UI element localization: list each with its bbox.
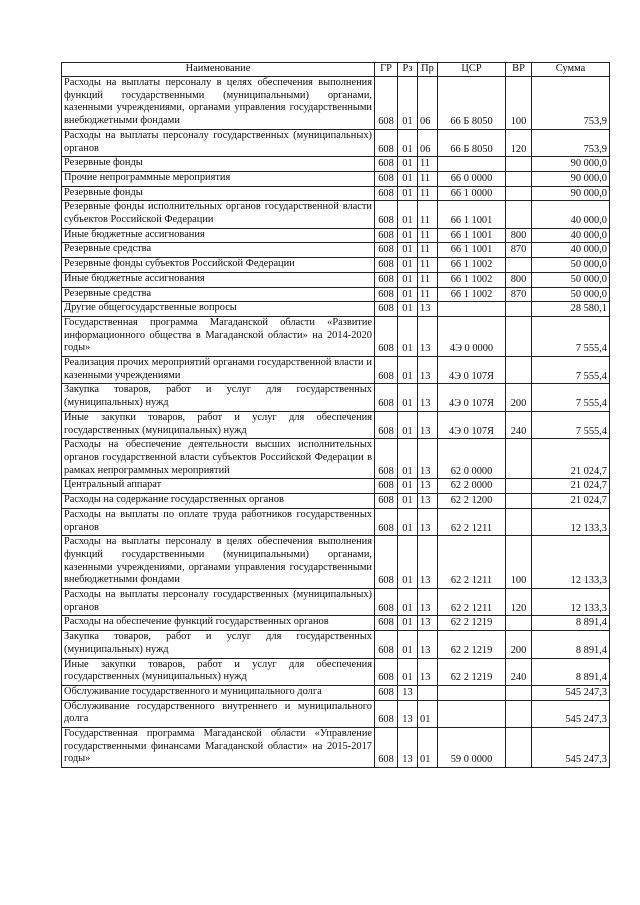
row-vr-cell: 200 — [506, 384, 532, 411]
table-row — [62, 685, 610, 700]
row-gr-cell: 608 — [375, 508, 398, 535]
row-gr-cell: 608 — [375, 439, 398, 479]
row-vr-cell: 240 — [506, 658, 532, 685]
row-csr-cell — [438, 685, 506, 700]
row-pr-cell: 01 — [418, 700, 438, 727]
row-pr-cell: 11 — [418, 171, 438, 186]
row-csr-cell: 66 1 1002 — [438, 272, 506, 287]
row-vr-cell — [506, 479, 532, 494]
table-row — [62, 631, 610, 658]
row-name-cell: Иные бюджетные ассигнования — [62, 228, 375, 243]
row-csr-cell — [438, 700, 506, 727]
row-csr-cell: 66 1 1001 — [438, 243, 506, 258]
row-pr-cell: 13 — [418, 616, 438, 631]
row-csr-cell: 62 2 0000 — [438, 479, 506, 494]
table-row — [62, 536, 610, 589]
row-vr-cell — [506, 700, 532, 727]
row-rz-cell: 01 — [398, 258, 418, 273]
row-vr-cell: 800 — [506, 228, 532, 243]
table-row — [62, 129, 610, 156]
table-row — [62, 494, 610, 509]
row-rz-cell: 01 — [398, 384, 418, 411]
row-gr-cell: 608 — [375, 479, 398, 494]
row-gr-cell: 608 — [375, 589, 398, 616]
row-vr-cell — [506, 616, 532, 631]
row-sum-cell: 21 024,7 — [532, 439, 610, 479]
row-rz-cell: 01 — [398, 508, 418, 535]
row-rz-cell: 01 — [398, 589, 418, 616]
row-sum-cell: 40 000,0 — [532, 201, 610, 228]
row-pr-cell: 11 — [418, 258, 438, 273]
row-sum-cell: 7 555,4 — [532, 384, 610, 411]
row-gr-cell: 608 — [375, 685, 398, 700]
table-row — [62, 171, 610, 186]
row-pr-cell: 13 — [418, 536, 438, 589]
row-csr-cell: 62 2 1219 — [438, 616, 506, 631]
row-csr-cell: 62 2 1211 — [438, 536, 506, 589]
table-row — [62, 658, 610, 685]
row-vr-cell: 870 — [506, 287, 532, 302]
header-csr: ЦСР — [438, 63, 506, 77]
row-vr-cell — [506, 157, 532, 172]
row-name-cell: Резервные фонды исполнительных органов государственной власти субъектов Российской Федерации — [62, 201, 375, 228]
row-pr-cell: 01 — [418, 728, 438, 768]
row-csr-cell — [438, 302, 506, 317]
row-pr-cell: 11 — [418, 228, 438, 243]
row-pr-cell: 13 — [418, 411, 438, 438]
header-rz: Рз — [398, 63, 418, 77]
row-sum-cell: 28 580,1 — [532, 302, 610, 317]
row-name-cell: Государственная программа Магаданской области «Управление государственными финансами Магаданской области» на 2015-2017 годы» — [62, 728, 375, 768]
budget-document — [61, 62, 609, 768]
row-sum-cell: 21 024,7 — [532, 479, 610, 494]
row-vr-cell — [506, 201, 532, 228]
row-vr-cell — [506, 302, 532, 317]
row-csr-cell: 66 0 0000 — [438, 171, 506, 186]
row-sum-cell: 90 000,0 — [532, 186, 610, 201]
row-vr-cell — [506, 258, 532, 273]
row-rz-cell: 01 — [398, 479, 418, 494]
row-sum-cell: 12 133,3 — [532, 508, 610, 535]
row-pr-cell: 06 — [418, 129, 438, 156]
row-rz-cell: 01 — [398, 287, 418, 302]
row-csr-cell: 66 1 1002 — [438, 287, 506, 302]
row-rz-cell: 01 — [398, 228, 418, 243]
row-name-cell: Резервные фонды — [62, 186, 375, 201]
table-row — [62, 272, 610, 287]
row-rz-cell: 01 — [398, 411, 418, 438]
row-name-cell: Резервные фонды субъектов Российской Федерации — [62, 258, 375, 273]
table-row — [62, 228, 610, 243]
table-row — [62, 201, 610, 228]
row-vr-cell: 100 — [506, 536, 532, 589]
row-rz-cell: 01 — [398, 357, 418, 384]
row-csr-cell: 4Э 0 0000 — [438, 316, 506, 356]
row-sum-cell: 545 247,3 — [532, 728, 610, 768]
row-pr-cell: 13 — [418, 508, 438, 535]
row-csr-cell: 66 1 1001 — [438, 228, 506, 243]
row-pr-cell — [418, 685, 438, 700]
row-csr-cell: 66 Б 8050 — [438, 129, 506, 156]
row-name-cell: Расходы на выплаты по оплате труда работников государственных органов — [62, 508, 375, 535]
row-name-cell: Иные закупки товаров, работ и услуг для обеспечения государственных (муниципальных) нужд — [62, 658, 375, 685]
row-csr-cell: 4Э 0 107Я — [438, 357, 506, 384]
row-gr-cell: 608 — [375, 129, 398, 156]
row-name-cell: Расходы на выплаты персоналу государственных (муниципальных) органов — [62, 589, 375, 616]
row-csr-cell: 62 2 1219 — [438, 631, 506, 658]
row-sum-cell: 8 891,4 — [532, 631, 610, 658]
row-rz-cell: 01 — [398, 302, 418, 317]
row-vr-cell — [506, 171, 532, 186]
table-row — [62, 589, 610, 616]
row-gr-cell: 608 — [375, 631, 398, 658]
row-pr-cell: 11 — [418, 157, 438, 172]
row-name-cell: Расходы на выплаты персоналу в целях обеспечения выполнения функций государственными (муниципальными) органами, казенными учреждениями, органами управления государственными внебюджетными фондами — [62, 77, 375, 130]
table-row — [62, 316, 610, 356]
table-body — [62, 77, 610, 768]
row-sum-cell: 21 024,7 — [532, 494, 610, 509]
table-row — [62, 287, 610, 302]
row-gr-cell: 608 — [375, 228, 398, 243]
row-gr-cell: 608 — [375, 494, 398, 509]
row-name-cell: Резервные фонды — [62, 157, 375, 172]
header-name: Наименование — [62, 63, 375, 77]
row-name-cell: Иные бюджетные ассигнования — [62, 272, 375, 287]
row-vr-cell — [506, 186, 532, 201]
row-name-cell: Обслуживание государственного внутреннего и муниципального долга — [62, 700, 375, 727]
row-csr-cell: 62 2 1200 — [438, 494, 506, 509]
row-name-cell: Реализация прочих мероприятий органами государственной власти и казенными учреждениями — [62, 357, 375, 384]
row-csr-cell: 66 1 1001 — [438, 201, 506, 228]
row-csr-cell: 66 1 0000 — [438, 186, 506, 201]
row-vr-cell — [506, 508, 532, 535]
row-name-cell: Иные закупки товаров, работ и услуг для обеспечения государственных (муниципальных) нужд — [62, 411, 375, 438]
row-vr-cell — [506, 439, 532, 479]
row-vr-cell — [506, 685, 532, 700]
row-pr-cell: 11 — [418, 243, 438, 258]
row-vr-cell: 240 — [506, 411, 532, 438]
row-rz-cell: 01 — [398, 171, 418, 186]
row-pr-cell: 11 — [418, 186, 438, 201]
row-name-cell: Обслуживание государственного и муниципального долга — [62, 685, 375, 700]
row-rz-cell: 01 — [398, 243, 418, 258]
row-pr-cell: 13 — [418, 357, 438, 384]
row-sum-cell: 545 247,3 — [532, 685, 610, 700]
row-name-cell: Расходы на выплаты персоналу в целях обеспечения выполнения функций государственными (муниципальными) органами, казенными учреждениями, органами управления государственными внебюджетными фондами — [62, 536, 375, 589]
row-sum-cell: 12 133,3 — [532, 589, 610, 616]
table-row — [62, 411, 610, 438]
row-name-cell: Расходы на обеспечение функций государственных органов — [62, 616, 375, 631]
header-vr: ВР — [506, 63, 532, 77]
table-row — [62, 157, 610, 172]
table-row — [62, 258, 610, 273]
table-row — [62, 700, 610, 727]
row-sum-cell: 545 247,3 — [532, 700, 610, 727]
row-sum-cell: 753,9 — [532, 77, 610, 130]
row-name-cell: Расходы на обеспечение деятельности высших исполнительных органов государственной власти субъектов Российской Федерации в рамках непрограммных мероприятий — [62, 439, 375, 479]
row-gr-cell: 608 — [375, 316, 398, 356]
row-sum-cell: 50 000,0 — [532, 272, 610, 287]
row-csr-cell: 62 2 1219 — [438, 658, 506, 685]
row-csr-cell: 62 2 1211 — [438, 508, 506, 535]
row-pr-cell: 13 — [418, 494, 438, 509]
table-row — [62, 439, 610, 479]
row-sum-cell: 8 891,4 — [532, 658, 610, 685]
row-csr-cell: 59 0 0000 — [438, 728, 506, 768]
row-vr-cell: 200 — [506, 631, 532, 658]
row-vr-cell: 120 — [506, 129, 532, 156]
row-sum-cell: 50 000,0 — [532, 287, 610, 302]
row-gr-cell: 608 — [375, 302, 398, 317]
row-rz-cell: 01 — [398, 631, 418, 658]
table-row — [62, 508, 610, 535]
row-name-cell: Закупка товаров, работ и услуг для государственных (муниципальных) нужд — [62, 384, 375, 411]
row-sum-cell: 7 555,4 — [532, 357, 610, 384]
row-vr-cell — [506, 316, 532, 356]
row-rz-cell: 01 — [398, 439, 418, 479]
row-name-cell: Резервные средства — [62, 287, 375, 302]
row-rz-cell: 01 — [398, 316, 418, 356]
row-sum-cell: 90 000,0 — [532, 171, 610, 186]
row-gr-cell: 608 — [375, 411, 398, 438]
row-rz-cell: 01 — [398, 616, 418, 631]
row-pr-cell: 11 — [418, 287, 438, 302]
row-pr-cell: 13 — [418, 631, 438, 658]
row-csr-cell: 62 2 1211 — [438, 589, 506, 616]
row-gr-cell: 608 — [375, 186, 398, 201]
row-csr-cell: 66 1 1002 — [438, 258, 506, 273]
table-row — [62, 77, 610, 130]
row-sum-cell: 7 555,4 — [532, 316, 610, 356]
row-gr-cell: 608 — [375, 357, 398, 384]
row-vr-cell — [506, 357, 532, 384]
row-rz-cell: 13 — [398, 685, 418, 700]
table-row — [62, 243, 610, 258]
row-pr-cell: 13 — [418, 384, 438, 411]
row-csr-cell: 4Э 0 107Я — [438, 411, 506, 438]
table-row — [62, 616, 610, 631]
row-vr-cell: 100 — [506, 77, 532, 130]
row-sum-cell: 40 000,0 — [532, 228, 610, 243]
row-pr-cell: 11 — [418, 201, 438, 228]
row-rz-cell: 01 — [398, 494, 418, 509]
row-name-cell: Государственная программа Магаданской области «Развитие информационного общества в Магаданской области» на 2014-2020 годы» — [62, 316, 375, 356]
row-sum-cell: 40 000,0 — [532, 243, 610, 258]
row-csr-cell: 4Э 0 107Я — [438, 384, 506, 411]
row-sum-cell: 12 133,3 — [532, 536, 610, 589]
row-rz-cell: 01 — [398, 536, 418, 589]
row-rz-cell: 01 — [398, 201, 418, 228]
row-pr-cell: 13 — [418, 302, 438, 317]
row-gr-cell: 608 — [375, 728, 398, 768]
row-name-cell: Центральный аппарат — [62, 479, 375, 494]
header-gr: ГР — [375, 63, 398, 77]
row-csr-cell — [438, 157, 506, 172]
row-name-cell: Закупка товаров, работ и услуг для государственных (муниципальных) нужд — [62, 631, 375, 658]
table-row — [62, 728, 610, 768]
row-gr-cell: 608 — [375, 272, 398, 287]
row-gr-cell: 608 — [375, 658, 398, 685]
row-vr-cell — [506, 494, 532, 509]
row-sum-cell: 50 000,0 — [532, 258, 610, 273]
row-rz-cell: 01 — [398, 129, 418, 156]
row-pr-cell: 06 — [418, 77, 438, 130]
row-sum-cell: 8 891,4 — [532, 616, 610, 631]
row-name-cell: Прочие непрограммные мероприятия — [62, 171, 375, 186]
row-gr-cell: 608 — [375, 616, 398, 631]
row-vr-cell: 800 — [506, 272, 532, 287]
row-name-cell: Другие общегосударственные вопросы — [62, 302, 375, 317]
row-csr-cell: 62 0 0000 — [438, 439, 506, 479]
row-rz-cell: 13 — [398, 728, 418, 768]
row-name-cell: Резервные средства — [62, 243, 375, 258]
header-row — [62, 63, 610, 77]
row-pr-cell: 13 — [418, 479, 438, 494]
table-row — [62, 384, 610, 411]
row-sum-cell: 90 000,0 — [532, 157, 610, 172]
budget-table — [61, 62, 610, 768]
row-rz-cell: 01 — [398, 186, 418, 201]
row-gr-cell: 608 — [375, 77, 398, 130]
header-pr: Пр — [418, 63, 438, 77]
row-gr-cell: 608 — [375, 287, 398, 302]
row-rz-cell: 01 — [398, 77, 418, 130]
row-gr-cell: 608 — [375, 700, 398, 727]
row-name-cell: Расходы на выплаты персоналу государственных (муниципальных) органов — [62, 129, 375, 156]
row-gr-cell: 608 — [375, 157, 398, 172]
row-gr-cell: 608 — [375, 201, 398, 228]
row-vr-cell — [506, 728, 532, 768]
table-row — [62, 357, 610, 384]
row-vr-cell: 870 — [506, 243, 532, 258]
row-sum-cell: 7 555,4 — [532, 411, 610, 438]
row-vr-cell: 120 — [506, 589, 532, 616]
row-gr-cell: 608 — [375, 171, 398, 186]
row-gr-cell: 608 — [375, 258, 398, 273]
table-row — [62, 302, 610, 317]
row-sum-cell: 753,9 — [532, 129, 610, 156]
row-rz-cell: 13 — [398, 700, 418, 727]
row-rz-cell: 01 — [398, 658, 418, 685]
row-rz-cell: 01 — [398, 272, 418, 287]
row-csr-cell: 66 Б 8050 — [438, 77, 506, 130]
row-pr-cell: 11 — [418, 272, 438, 287]
row-name-cell: Расходы на содержание государственных органов — [62, 494, 375, 509]
row-gr-cell: 608 — [375, 243, 398, 258]
row-pr-cell: 13 — [418, 316, 438, 356]
row-pr-cell: 13 — [418, 439, 438, 479]
header-sum: Сумма — [532, 63, 610, 77]
table-row — [62, 479, 610, 494]
table-row — [62, 186, 610, 201]
row-gr-cell: 608 — [375, 536, 398, 589]
row-gr-cell: 608 — [375, 384, 398, 411]
row-rz-cell: 01 — [398, 157, 418, 172]
row-pr-cell: 13 — [418, 589, 438, 616]
row-pr-cell: 13 — [418, 658, 438, 685]
